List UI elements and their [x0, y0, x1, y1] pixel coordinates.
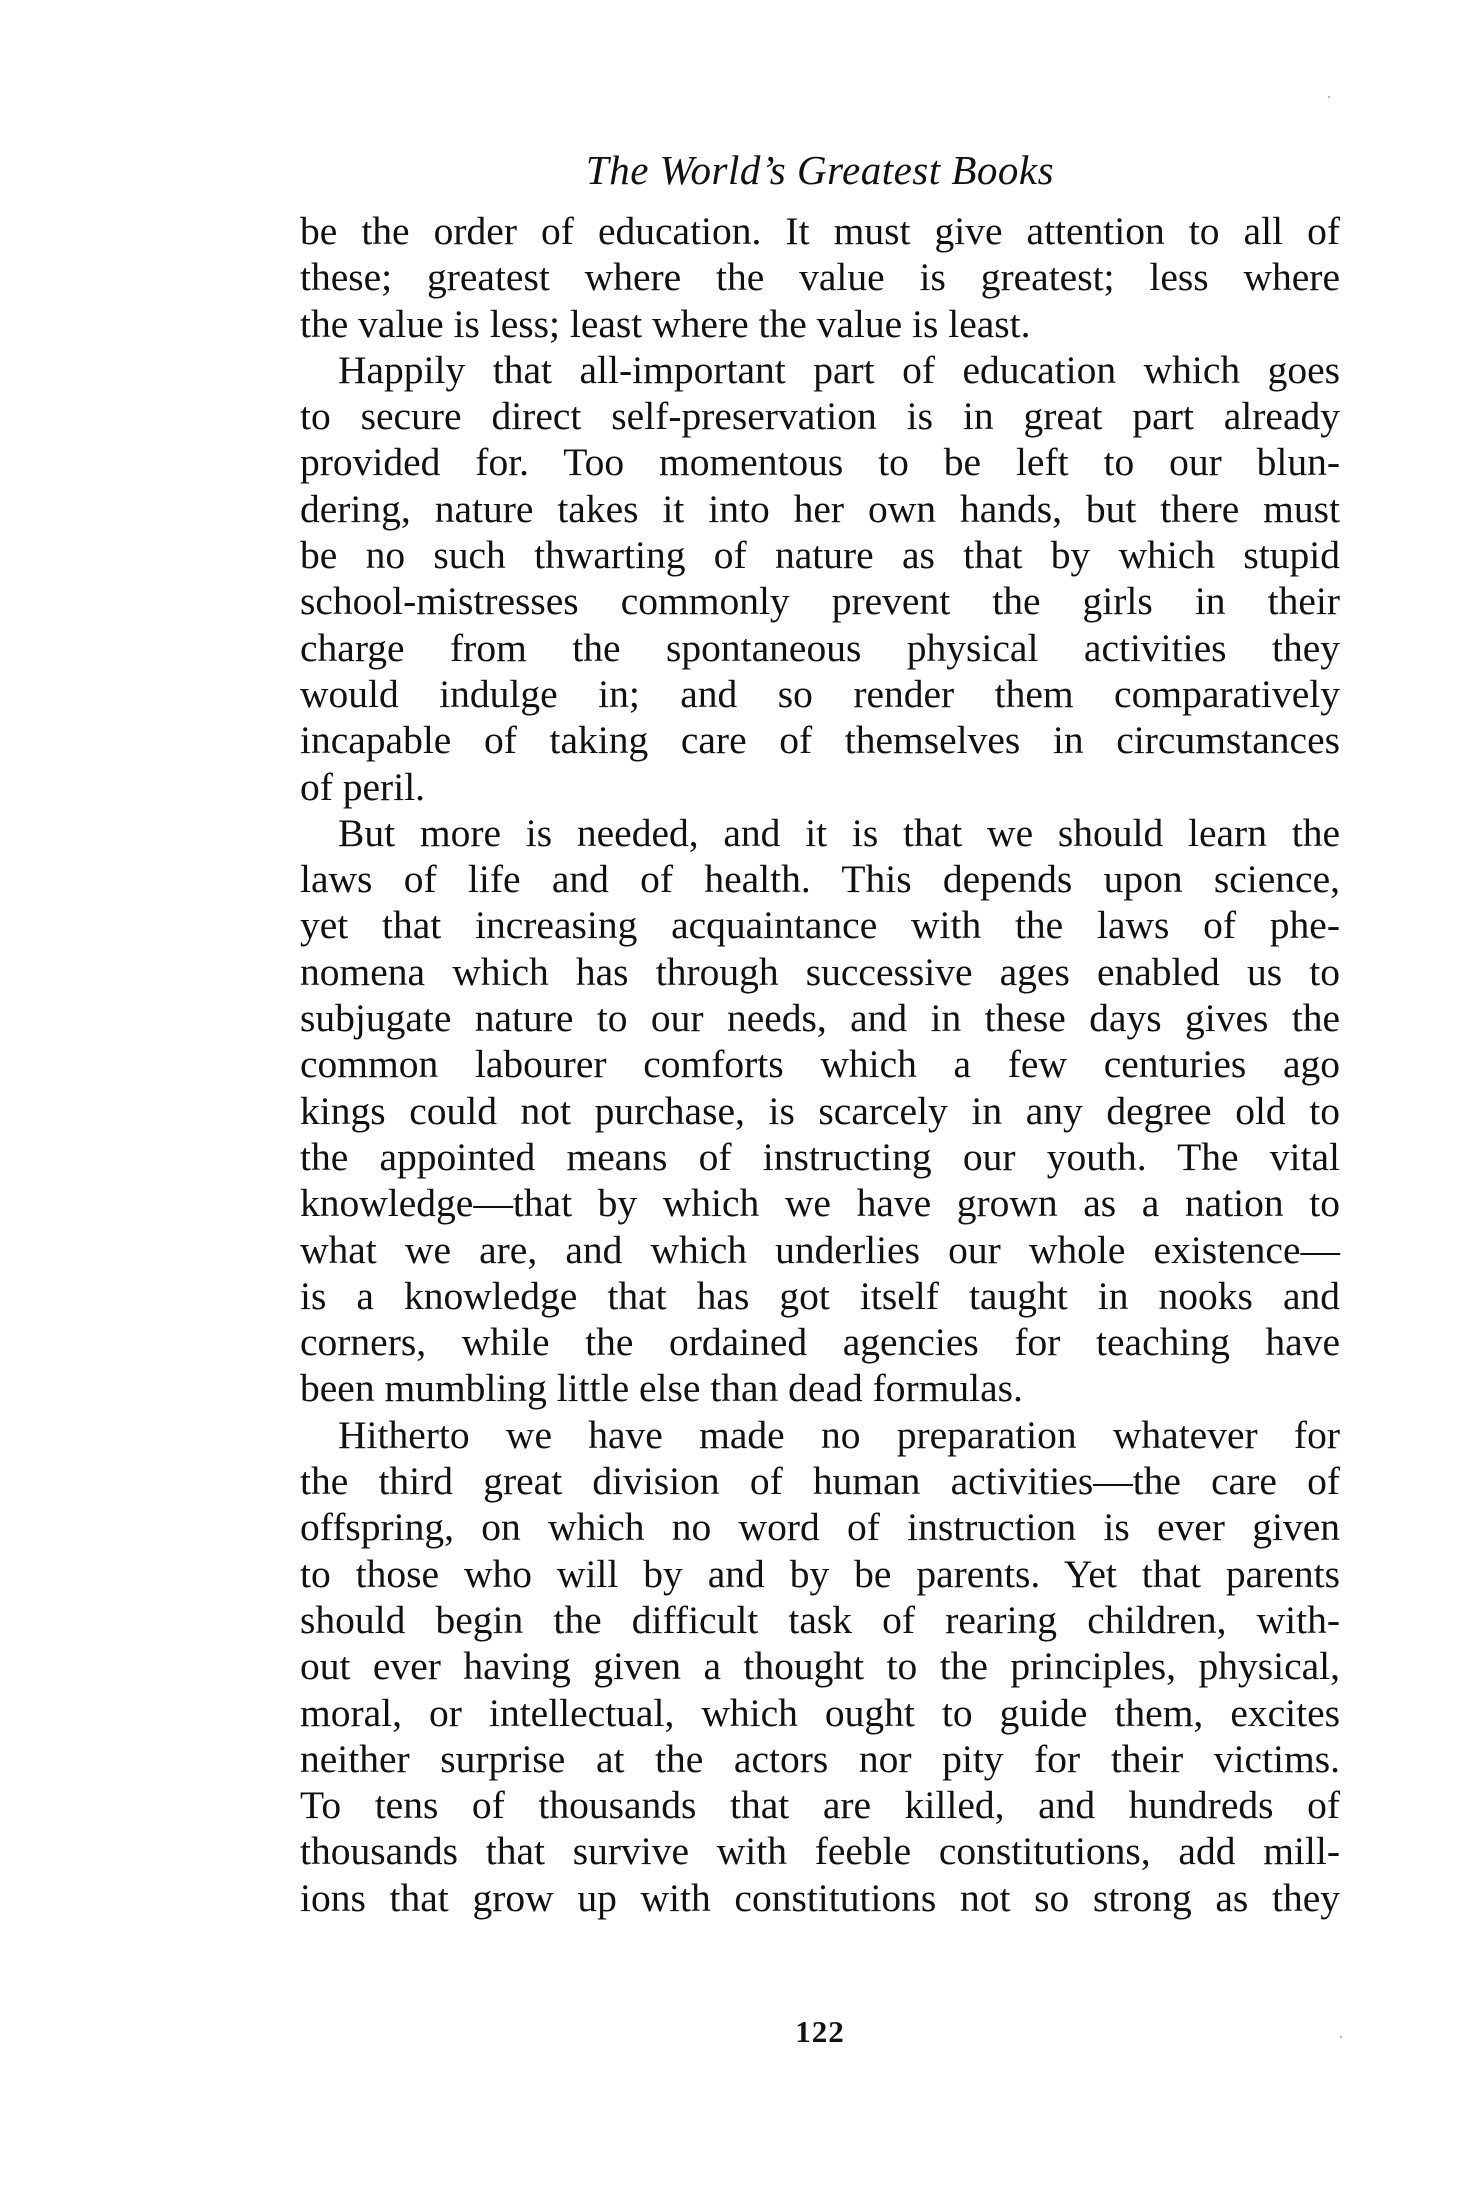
text-line: dering, nature takes it into her own hands, but there must	[300, 486, 1340, 531]
text-line: the third great division of human activities—the care of	[300, 1459, 1340, 1504]
text-line: to those who will by and by be parents. Yet that parents	[300, 1551, 1340, 1596]
text-line: laws of life and of health. This depends upon science,	[300, 857, 1340, 902]
text-line: what we are, and which underlies our whole existence—	[300, 1227, 1340, 1272]
text-line: kings could not purchase, is scarcely in any degree old to	[300, 1088, 1340, 1133]
paragraph	[300, 810, 1340, 1412]
text-line: yet that increasing acquaintance with the laws of phe-	[300, 903, 1340, 948]
text-line: provided for. Too momentous to be left to our blun-	[300, 440, 1340, 485]
text-line: nomena which has through successive ages enabled us to	[300, 949, 1340, 994]
text-line: of peril.	[300, 764, 426, 809]
text-line: to secure direct self-preservation is in great part already	[300, 394, 1340, 439]
body-text	[300, 208, 1340, 1921]
text-line: charge from the spontaneous physical activities they	[300, 625, 1340, 670]
text-line: moral, or intellectual, which ought to guide them, excites	[300, 1690, 1340, 1735]
text-line: out ever having given a thought to the principles, physical,	[300, 1644, 1340, 1689]
paragraph	[300, 1412, 1340, 1921]
text-line: common labourer comforts which a few centuries ago	[300, 1042, 1340, 1087]
paragraph	[300, 347, 1340, 810]
text-line: is a knowledge that has got itself taught in nooks and	[300, 1273, 1340, 1318]
page-number: 122	[795, 2014, 845, 2049]
text-line: would indulge in; and so render them comparatively	[300, 671, 1340, 716]
paper-speck	[1340, 2036, 1342, 2038]
text-line: corners, while the ordained agencies for teaching have	[300, 1320, 1340, 1365]
text-line: be no such thwarting of nature as that by which stupid	[300, 533, 1340, 578]
text-line: the value is less; least where the value is least.	[300, 301, 1031, 346]
text-line: But more is needed, and it is that we should learn the	[338, 810, 1340, 855]
text-line: Hitherto we have made no preparation whatever for	[338, 1412, 1340, 1457]
text-line: incapable of taking care of themselves in circumstances	[300, 718, 1340, 763]
text-line: the appointed means of instructing our youth. The vital	[300, 1134, 1340, 1179]
paper-speck	[1328, 96, 1330, 98]
text-line: ions that grow up with constitutions not so strong as they	[300, 1875, 1340, 1920]
text-line: been mumbling little else than dead formulas.	[300, 1366, 1023, 1411]
running-head: The World’s Greatest Books	[585, 147, 1055, 193]
text-line: To tens of thousands that are killed, and hundreds of	[300, 1783, 1340, 1828]
text-line: subjugate nature to our needs, and in these days gives the	[300, 996, 1340, 1041]
text-line: knowledge—that by which we have grown as a nation to	[300, 1181, 1340, 1226]
text-line: Happily that all-important part of education which goes	[338, 347, 1340, 392]
text-line: thousands that survive with feeble constitutions, add mill-	[300, 1829, 1340, 1874]
text-line: neither surprise at the actors nor pity for their victims.	[300, 1736, 1340, 1781]
text-line: these; greatest where the value is greatest; less where	[300, 255, 1340, 300]
text-line: school-mistresses commonly prevent the girls in their	[300, 579, 1340, 624]
text-line: should begin the difficult task of rearing children, with-	[300, 1597, 1340, 1642]
text-line: offspring, on which no word of instruction is ever given	[300, 1505, 1340, 1550]
text-line: be the order of education. It must give attention to all of	[300, 209, 1340, 253]
paragraph	[300, 208, 1340, 347]
